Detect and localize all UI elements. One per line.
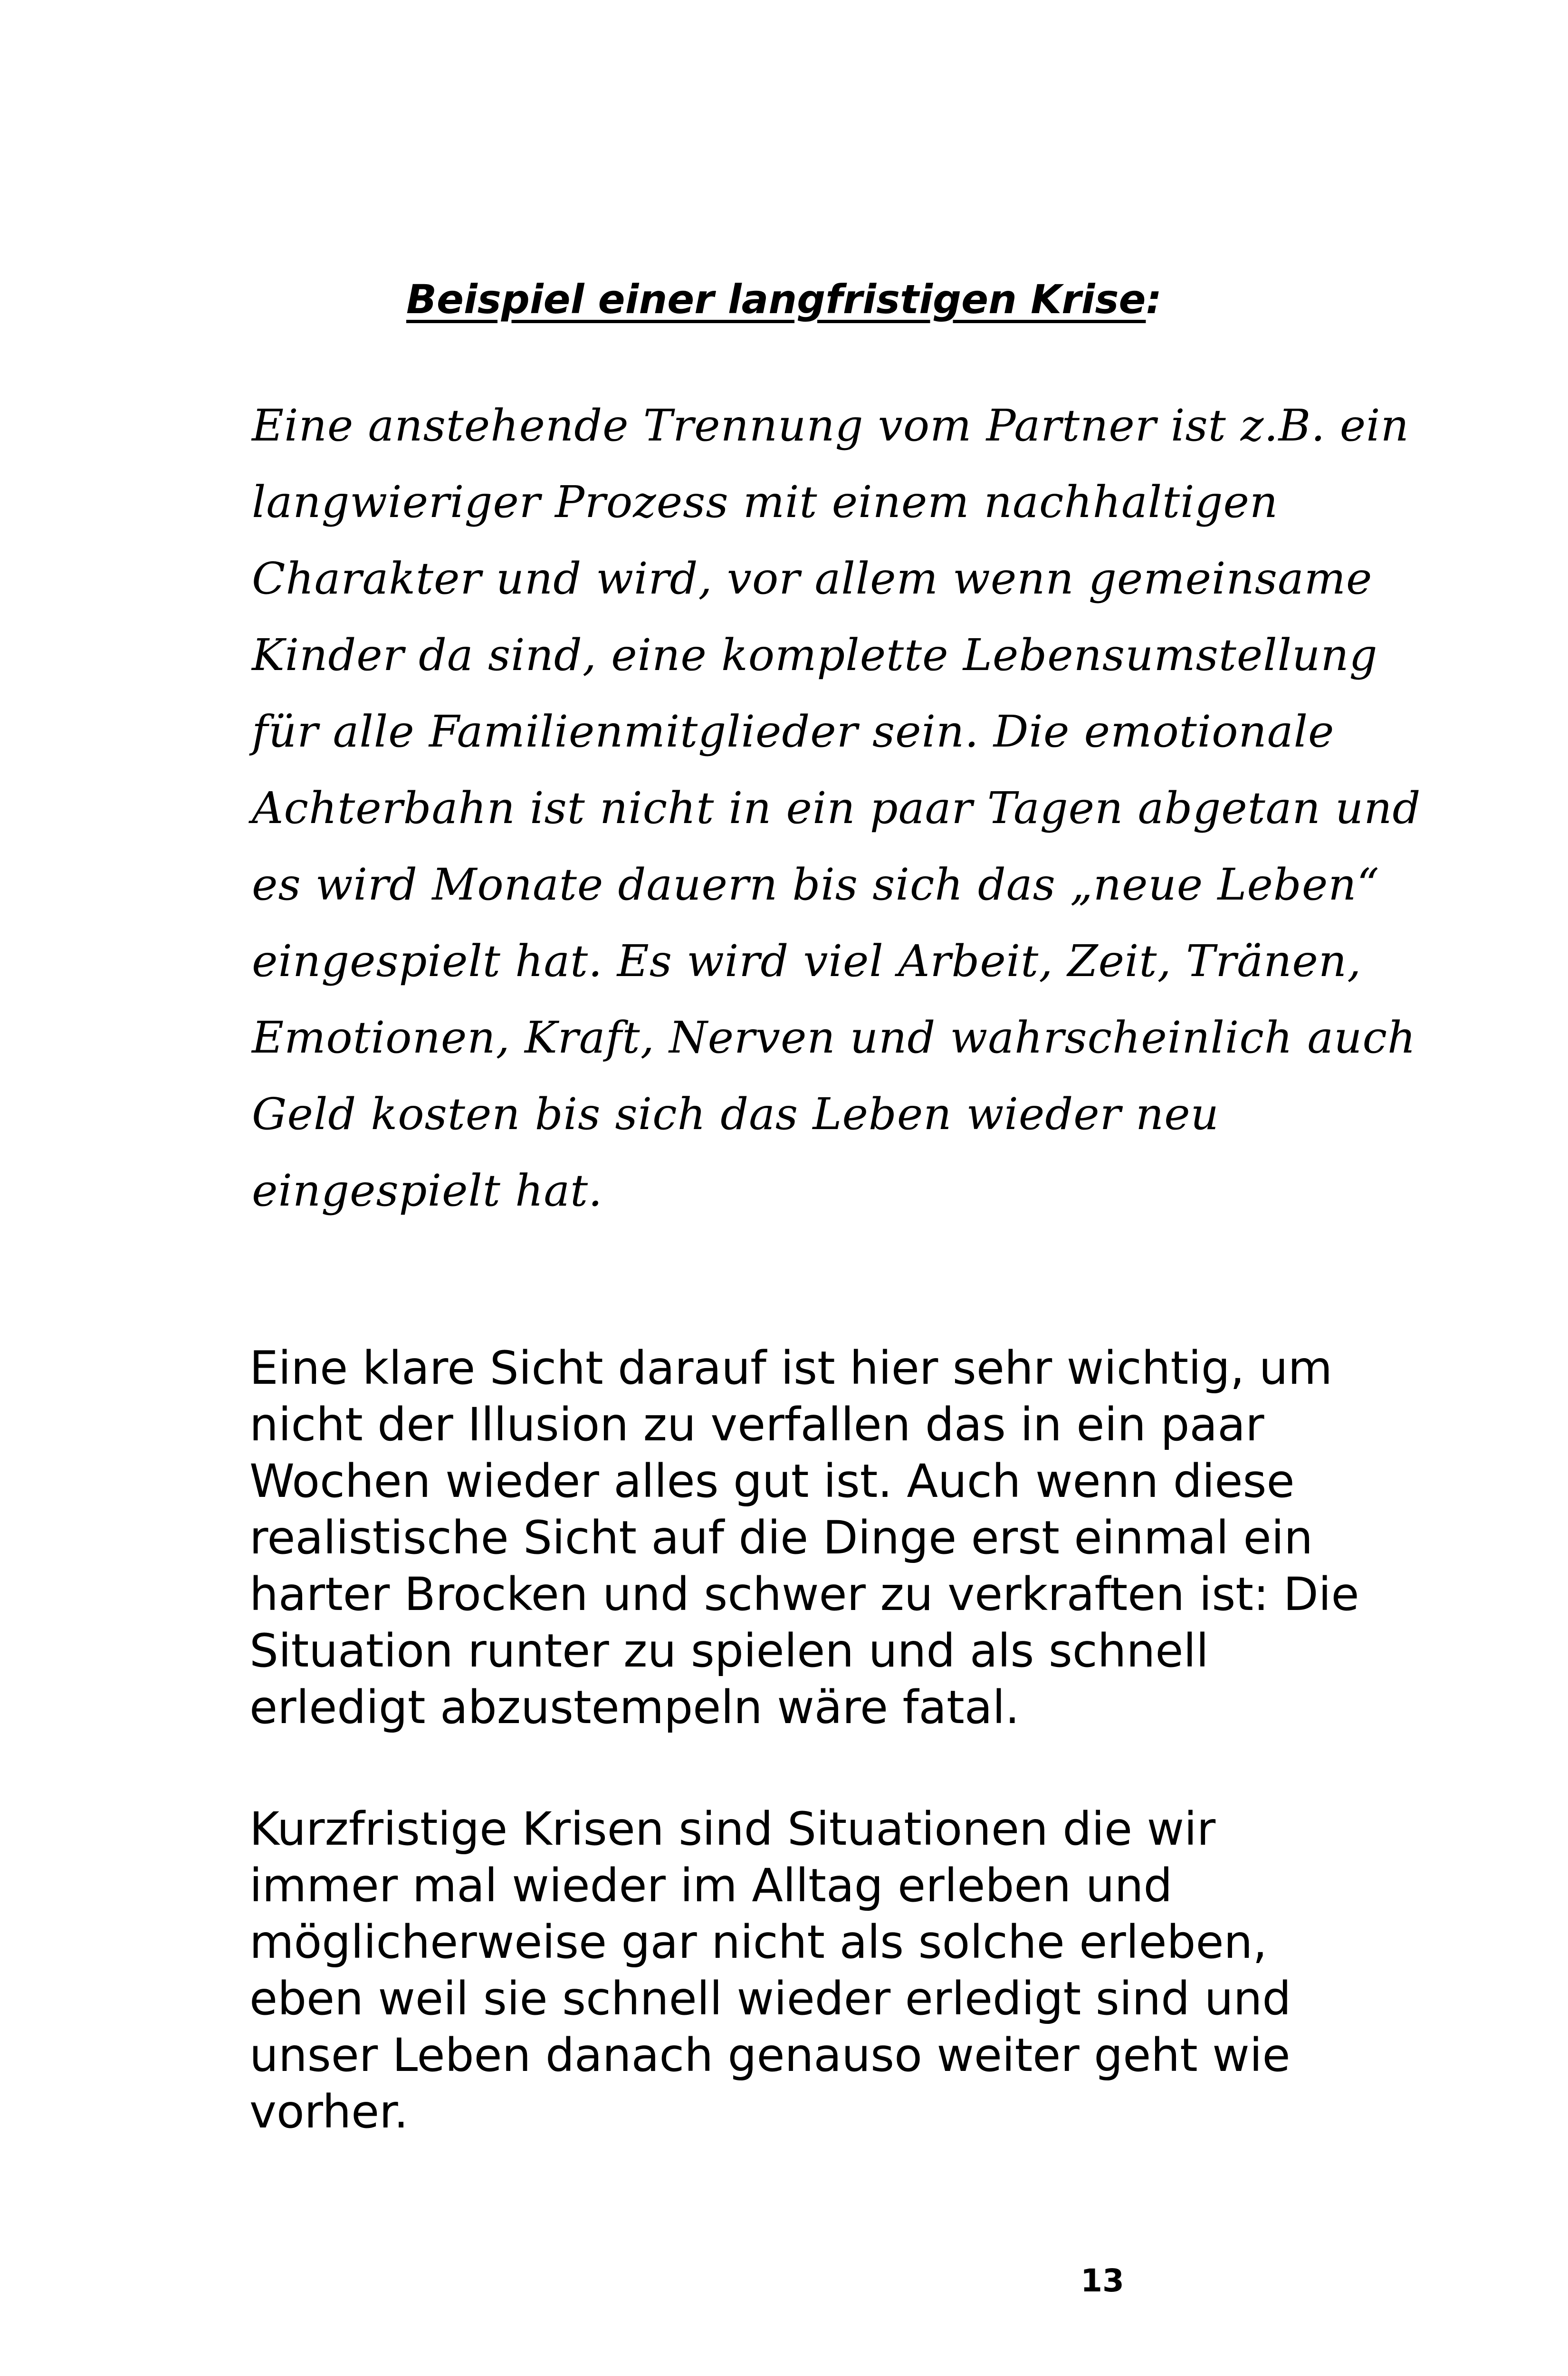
- example-line: es wird Monate dauern bis sich das „neue Leben“: [252, 859, 1380, 910]
- paragraph-line: eben weil sie schnell wieder erledigt sind und: [249, 1972, 1291, 2025]
- example-line: eingespielt hat. Es wird viel Arbeit, Zeit, Tränen,: [252, 936, 1362, 987]
- example-line: Geld kosten bis sich das Leben wieder neu: [252, 1089, 1219, 1140]
- example-line: für alle Familienmitglieder sein. Die emotionale: [252, 706, 1335, 757]
- paragraph-line: Wochen wieder alles gut ist. Auch wenn diese: [249, 1455, 1295, 1508]
- example-line: Kinder da sind, eine komplette Lebensumstellung: [252, 630, 1378, 680]
- paragraph-line: unser Leben danach genauso weiter geht wie: [249, 2029, 1291, 2082]
- paragraph-line: harter Brocken und schwer zu verkraften ist: Die: [249, 1568, 1359, 1621]
- paragraph-line: Kurzfristige Krisen sind Situationen die wir: [249, 1802, 1216, 1856]
- paragraph-line: nicht der Illusion zu verfallen das in ein paar: [249, 1398, 1264, 1451]
- paragraph-line: realistische Sicht auf die Dinge erst einmal ein: [249, 1511, 1313, 1564]
- paragraph-line: möglicherweise gar nicht als solche erleben,: [249, 1916, 1267, 1969]
- paragraph-line: Eine klare Sicht darauf ist hier sehr wichtig, um: [249, 1341, 1333, 1395]
- body-paragraph-1: [249, 1340, 1447, 1736]
- example-line: langwieriger Prozess mit einem nachhaltigen: [252, 477, 1279, 527]
- heading-colon: :: [1146, 276, 1162, 323]
- paragraph-line: vorher.: [249, 2085, 409, 2138]
- paragraph-line: erledigt abzustempeln wäre fatal.: [249, 1681, 1020, 1734]
- heading-underlined-text: Beispiel einer langfristigen Krise: [406, 276, 1146, 323]
- example-line: Achterbahn ist nicht in ein paar Tagen abgetan und: [252, 783, 1421, 834]
- paragraph-line: immer mal wieder im Alltag erleben und: [249, 1859, 1173, 1912]
- example-line: Charakter und wird, vor allem wenn gemeinsame: [252, 553, 1373, 604]
- section-heading: [0, 271, 1568, 328]
- paragraph-line: Situation runter zu spielen und als schnell: [249, 1624, 1209, 1677]
- example-line: Emotionen, Kraft, Nerven und wahrscheinlich auch: [252, 1012, 1416, 1063]
- page-number: 13: [1080, 2262, 1124, 2299]
- example-line: Eine anstehende Trennung vom Partner ist z.B. ein: [252, 400, 1409, 451]
- body-paragraph-2: [249, 1801, 1447, 2140]
- example-line: eingespielt hat.: [252, 1165, 603, 1216]
- example-text-block: [252, 387, 1440, 1229]
